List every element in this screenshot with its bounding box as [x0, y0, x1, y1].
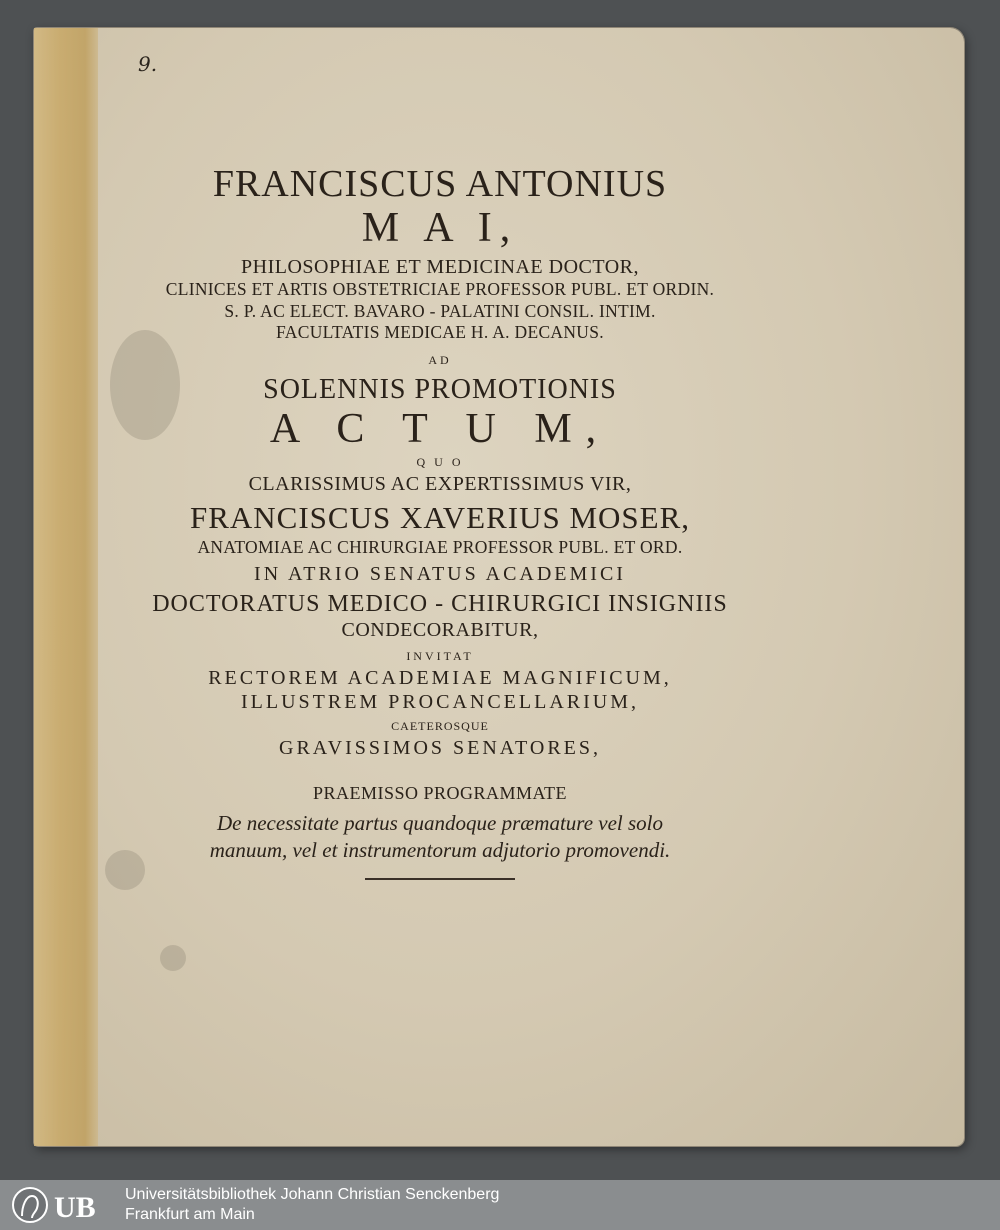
author-name-line: FRANCISCUS ANTONIUS	[212, 163, 668, 205]
procancellarius-line: ILLUSTREM PROCANCELLARIUM,	[240, 691, 639, 713]
degree-line: DOCTORATUS MEDICO - CHIRURGICI INSIGNIIS	[152, 591, 728, 617]
footer-line-1: Universitätsbibliothek Johann Christian Senckenberg	[125, 1186, 500, 1203]
author-deanship: FACULTATIS MEDICAE H. A. DECANUS.	[276, 322, 604, 342]
rector-line: RECTOREM ACADEMIAE MAGNIFICUM,	[208, 667, 672, 689]
candidate-position: ANATOMIAE AC CHIRURGIAE PROFESSOR PUBL. ET ORD.	[197, 536, 683, 557]
title-page-text	[110, 165, 770, 880]
candidate-name: FRANCISCUS XAVERIUS MOSER,	[189, 499, 691, 535]
programme-title-line-1: De necessitate partus quandoque præmature vel solo	[217, 811, 663, 835]
paper-stain	[160, 945, 186, 971]
closing-rule	[365, 878, 515, 880]
programme-title-line-2: manuum, vel et instrumentorum adjutorio promovendi.	[209, 837, 671, 862]
promotion-heading: SOLENNIS PROMOTIONIS	[263, 373, 617, 405]
ad-line: AD	[428, 352, 452, 367]
ub-logo-icon	[2, 1184, 117, 1226]
condecorabitur-line: CONDECORABITUR,	[341, 619, 539, 641]
footer-institution	[125, 1185, 499, 1225]
quo-line: Q U O	[416, 454, 464, 469]
author-title: PHILOSOPHIAE ET MEDICINAE DOCTOR,	[241, 256, 639, 278]
candidate-epithet: CLARISSIMUS AC EXPERTISSIMUS VIR,	[248, 472, 632, 495]
venue-line: IN ATRIO SENATUS ACADEMICI	[254, 563, 626, 585]
ub-logo-text: UB	[54, 1191, 96, 1224]
footer-line-2: Frankfurt am Main	[125, 1206, 255, 1223]
actum-heading: A C T U M,	[269, 405, 611, 452]
author-professorship: CLINICES ET ARTIS OBSTETRICIAE PROFESSOR PUBL. ET ORDIN.	[165, 279, 715, 299]
folio-mark: 9.	[138, 52, 158, 76]
invitat-line: INVITAT	[406, 649, 474, 663]
programme-heading: PRAEMISSO PROGRAMMATE	[312, 783, 568, 803]
senators-line: GRAVISSIMOS SENATORES,	[279, 737, 601, 759]
author-surname: M A I,	[361, 205, 519, 251]
binding-strip	[34, 28, 98, 1146]
caeterosque-line: CAETEROSQUE	[391, 719, 489, 733]
author-council: S. P. AC ELECT. BAVARO - PALATINI CONSIL. INTIM.	[224, 300, 656, 321]
